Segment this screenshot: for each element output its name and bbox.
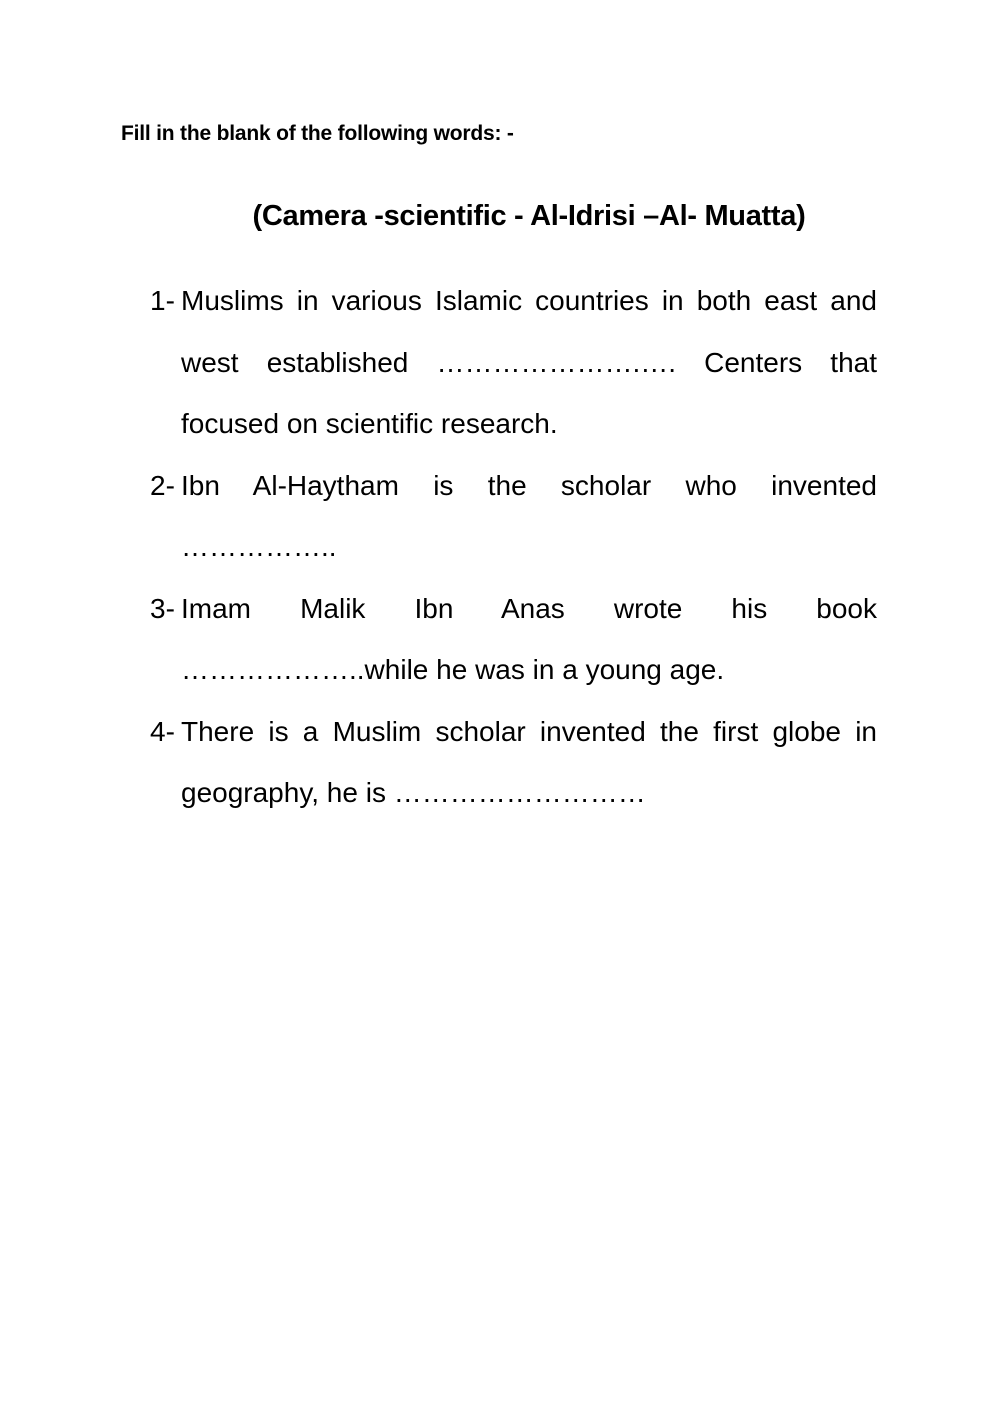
question-number: 2-	[150, 469, 175, 501]
question-item	[150, 701, 877, 824]
question-text: There is a Muslim scholar invented the first globe in geography, he is ………………………	[181, 715, 877, 808]
question-number: 3-	[150, 592, 175, 624]
question-number: 1-	[150, 285, 175, 316]
question-item	[150, 455, 877, 578]
question-text: Muslims in various Islamic countries in both east and west established ………………….…. Centers that focused on scientific research.	[181, 285, 877, 439]
question-item	[150, 270, 877, 455]
word-bank: (Camera -scientific - Al-Idrisi –Al- Muatta)	[252, 200, 806, 232]
question-list	[150, 270, 877, 824]
question-number: 4-	[150, 715, 175, 747]
instruction-heading: Fill in the blank of the following words: -	[121, 122, 514, 145]
question-text: Ibn Al-Haytham is the scholar who invented ……………..	[181, 469, 877, 562]
question-text: Imam Malik Ibn Anas wrote his book ………………..while he was in a young age.	[181, 592, 877, 685]
question-item	[150, 578, 877, 701]
